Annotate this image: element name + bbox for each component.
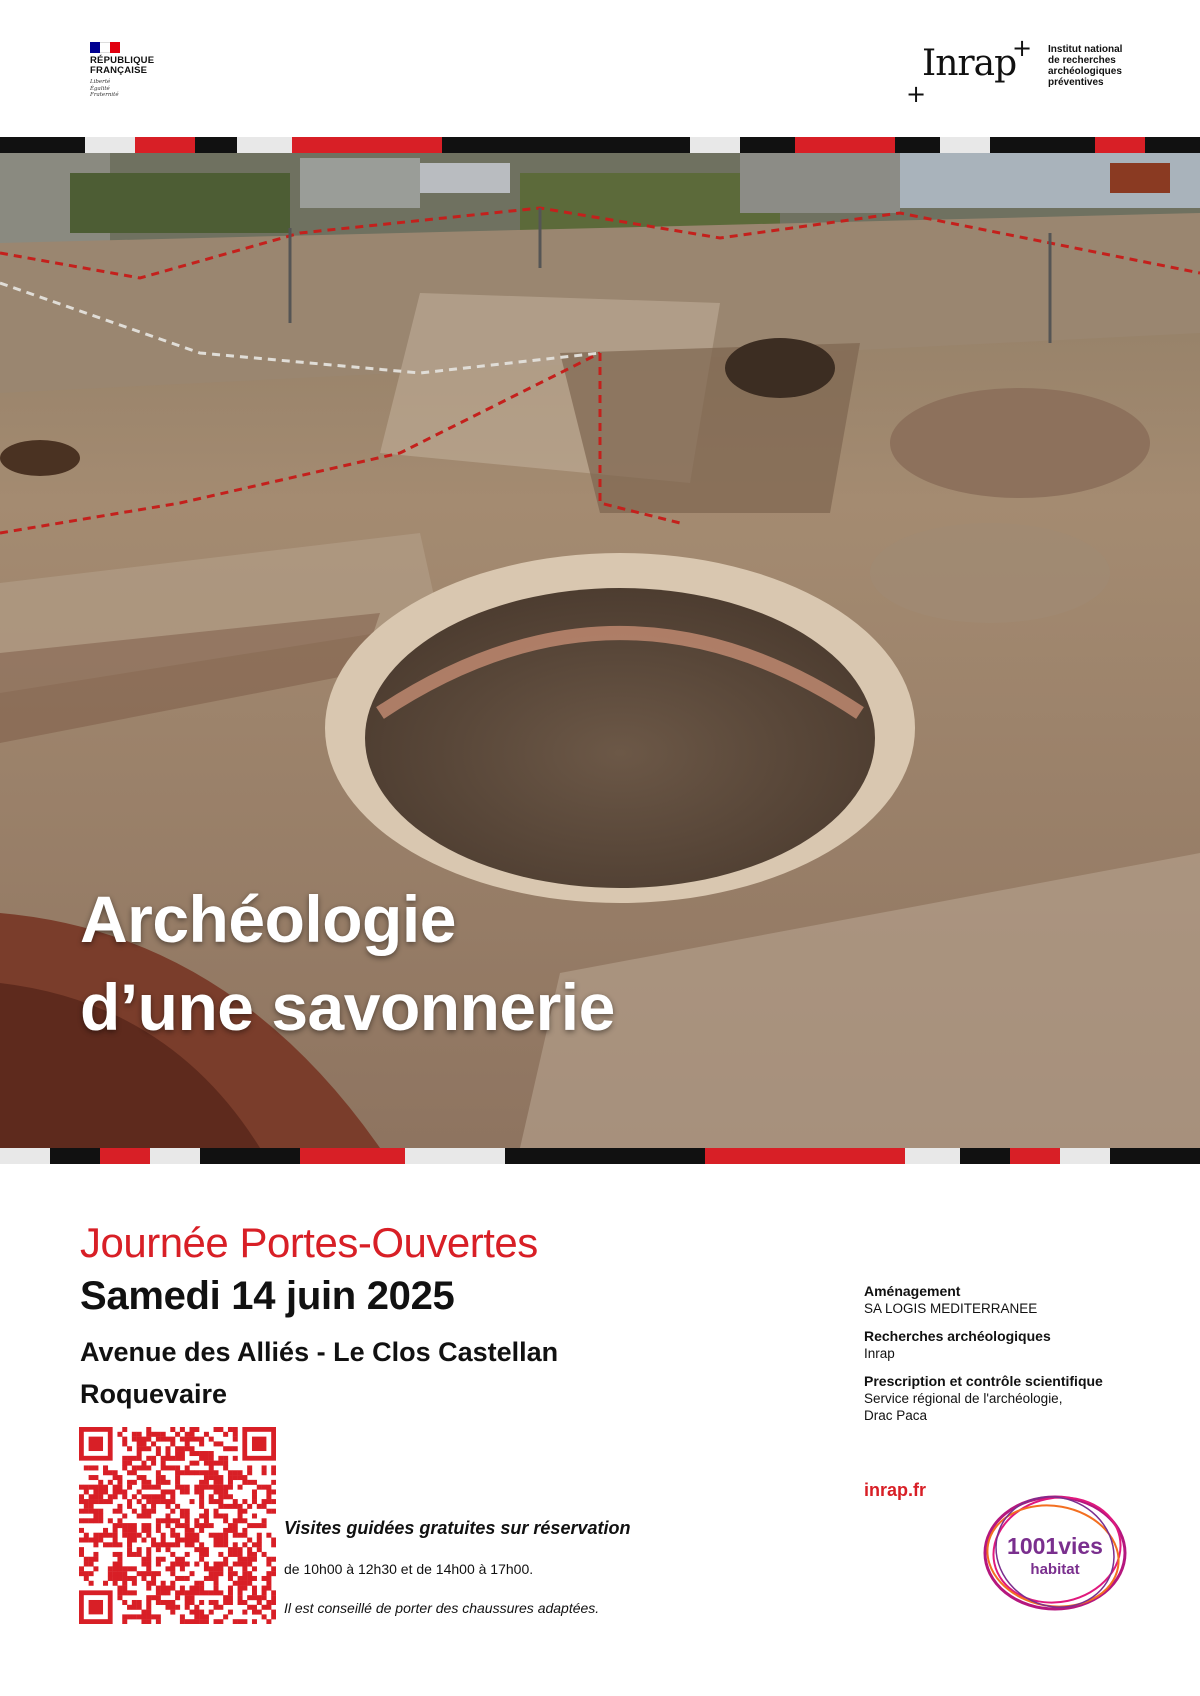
plus-icon: + [906, 80, 927, 108]
photo-title-line1: Archéologie [80, 882, 456, 956]
logo-text-line2: habitat [1030, 1561, 1080, 1578]
credit-role: Prescription et contrôle scientifique [864, 1373, 1103, 1389]
event-address: Avenue des Alliés - Le Clos Castellan [80, 1337, 559, 1367]
1001vies-habitat-logo [975, 1488, 1135, 1618]
credit-role: Recherches archéologiques [864, 1328, 1051, 1344]
motto-liberte: Liberté [90, 79, 111, 85]
motto-egalite: Égalité [90, 85, 110, 92]
plus-icon: + [1012, 34, 1033, 62]
tagline-line: archéologiques [1048, 66, 1122, 77]
visits-note: Il est conseillé de porter des chaussures adaptées. [284, 1600, 600, 1616]
credit-name: Service régional de l'archéologie, [864, 1391, 1063, 1406]
republique-francaise-logo [90, 42, 154, 99]
credits-block [864, 1283, 1164, 1435]
tagline-line: Institut national [1048, 44, 1123, 55]
inrap-logo [906, 34, 1132, 108]
credit-name: SA LOGIS MEDITERRANEE [864, 1301, 1038, 1316]
credit-amenagement [864, 1283, 1164, 1317]
bottom-stripe-band [0, 1148, 1200, 1164]
event-date: Samedi 14 juin 2025 [80, 1274, 455, 1318]
visits-hours: de 10h00 à 12h30 et de 14h00 à 17h00. [284, 1561, 534, 1577]
inrap-tagline [1048, 44, 1138, 88]
republic-name-line2: FRANÇAISE [90, 65, 148, 76]
website-link[interactable]: inrap.fr [864, 1480, 927, 1500]
top-stripe-band [0, 137, 1200, 153]
credit-prescription [864, 1373, 1164, 1424]
inrap-wordmark: Inrap [922, 43, 1017, 84]
credit-recherches [864, 1328, 1164, 1362]
tagline-line: préventives [1048, 77, 1104, 88]
logo-text-line1: 1001vies [1007, 1533, 1103, 1559]
event-title: Journée Portes-Ouvertes [80, 1219, 538, 1266]
credit-role: Aménagement [864, 1283, 961, 1299]
motto-fraternite: Fraternité [90, 92, 119, 98]
event-city: Roquevaire [80, 1379, 228, 1409]
french-flag-icon [90, 42, 120, 53]
republic-name-line1: RÉPUBLIQUE [90, 55, 155, 66]
tagline-line: de recherches [1048, 55, 1116, 66]
photo-title-line2: d’une savonnerie [80, 970, 615, 1044]
credit-name: Drac Paca [864, 1408, 928, 1423]
qr-code[interactable] [79, 1427, 276, 1624]
photo-title [80, 875, 615, 1051]
visits-heading: Visites guidées gratuites sur réservation [284, 1518, 631, 1538]
excavation-photo [0, 153, 1200, 1148]
credit-name: Inrap [864, 1346, 895, 1361]
